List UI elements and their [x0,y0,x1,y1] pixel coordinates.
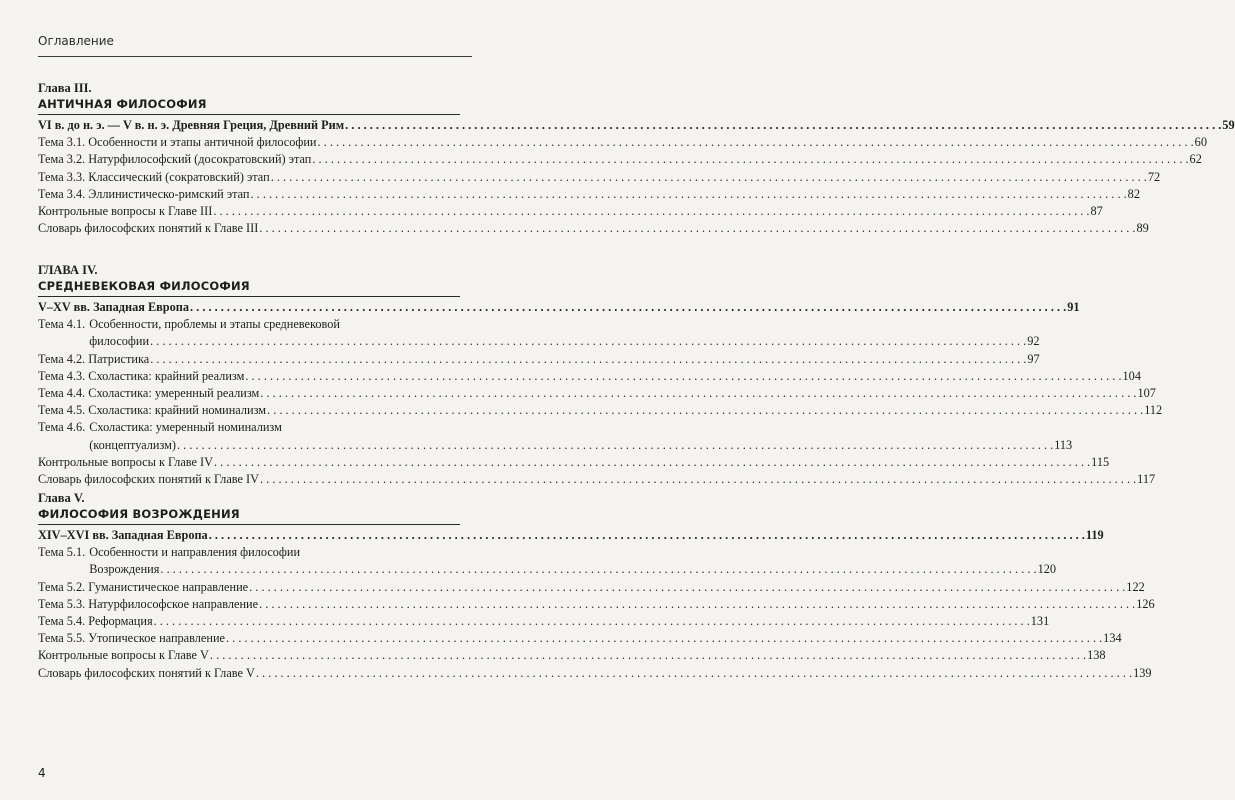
toc-era-row[interactable] [38,527,1104,544]
toc-entry-review-questions[interactable] [38,647,1106,664]
page-number: 92 [1027,334,1040,349]
toc-entry[interactable] [38,630,1122,647]
toc-entry-review-questions[interactable] [38,203,1103,220]
entry-title: Контрольные вопросы к Главе III [38,204,213,219]
era-text: XIV–XVI вв. Западная Европа [38,528,208,542]
leader-dots [150,333,1026,350]
toc-entry[interactable] [38,385,1156,402]
toc-era-row[interactable] [38,299,1080,316]
page-number: 117 [1137,472,1156,487]
entry-line-2 [89,437,1072,454]
leader-dots [251,186,1127,203]
entry-title-line-1: Особенности, проблемы и этапы средневековой [89,317,340,332]
leader-dots [345,117,1221,134]
toc-entry[interactable] [38,544,1057,578]
entry-number: Тема 5.2. [38,579,86,594]
entry-title: Контрольные вопросы к Главе IV [38,454,214,469]
entry-title: Натурфилософское направление [88,596,259,611]
entry-title-line-1: Особенности и направления философии [89,545,301,560]
page-number: 126 [1136,596,1155,611]
chapter-4 [38,262,1163,488]
leader-dots [154,613,1030,630]
entry-title: Эллинистическо-римский этап [88,186,250,201]
page-number: 97 [1027,351,1040,366]
entry-body [85,419,1072,453]
entry-number: Тема 4.5. [38,403,86,418]
entry-title: Словарь философских понятий к Главе III [38,221,259,236]
entry-label [38,169,270,186]
chapter-title: СРЕДНЕВЕКОВАЯ ФИЛОСОФИЯ [38,278,460,297]
page-folio: 4 [38,766,46,780]
toc-entry[interactable] [38,613,1050,630]
entry-title: Гуманистическое направление [88,579,249,594]
leader-dots [249,579,1125,596]
leader-dots [177,437,1053,454]
entry-label [38,630,225,647]
leader-dots [271,169,1147,186]
toc-entry[interactable] [38,186,1140,203]
era-text: V–XV вв. Западная Европа [38,300,190,314]
leader-dots [260,385,1136,402]
entry-label [38,134,317,151]
running-head-title: Оглавление [38,34,114,48]
chapter-label: ГЛАВА IV. [38,263,98,277]
entry-title: Возрождения [89,562,160,577]
entry-number: Тема 4.1. [38,317,86,332]
leader-dots [267,402,1143,419]
entry-number: Тема 3.3. [38,169,86,184]
chapter-label: Глава V. [38,491,85,505]
page-number: 60 [1194,135,1207,150]
era-text: VI в. до н. э. — V в. н. э. Древняя Греция, Древний Рим [38,118,345,132]
toc-entry[interactable] [38,151,1202,168]
toc-entry-glossary[interactable] [38,665,1152,682]
leader-dots [259,596,1135,613]
page-number: 119 [1085,528,1104,542]
toc-entry[interactable] [38,169,1161,186]
toc-entry-glossary[interactable] [38,471,1156,488]
page-number: 122 [1126,579,1145,594]
leader-dots [190,299,1066,316]
page-number: 72 [1147,169,1161,184]
entry-label [38,351,149,368]
entry-body [85,316,1039,350]
page-number: 87 [1090,204,1103,219]
entry-number: Тема 5.4. [38,614,86,629]
page-number: 89 [1136,221,1149,236]
entry-title-line-1: Схоластика: умеренный номинализм [89,420,282,435]
entry-line-2 [89,333,1039,350]
toc-entry-glossary[interactable] [38,220,1149,237]
entry-title: Схоластика: крайний номинализм [88,403,267,418]
toc-entry[interactable] [38,402,1163,419]
entry-title: Патристика [88,351,150,366]
chapter-title: ФИЛОСОФИЯ ВОЗРОЖДЕНИЯ [38,506,460,525]
entry-body [85,544,1056,578]
entry-label [38,613,153,630]
page-number: 107 [1137,386,1156,401]
page-number: 115 [1091,454,1110,469]
page-number: 62 [1189,152,1202,167]
toc-entry[interactable] [38,134,1207,151]
toc-entry[interactable] [38,368,1141,385]
entry-title: Реформация [88,614,153,629]
leader-dots [318,134,1194,151]
entry-title: Словарь философских понятий к Главе IV [38,472,260,487]
leader-dots [150,351,1026,368]
toc-entry[interactable] [38,351,1040,368]
entry-label [38,151,311,168]
entry-number: Тема 5.3. [38,596,86,611]
entry-number: Тема 4.6. [38,420,86,435]
page-number: 91 [1067,300,1080,314]
entry-number: Тема 4.4. [38,386,86,401]
entry-title: Утопическое направление [88,631,226,646]
entry-title: Натурфилософский (досократовский) этап [88,152,312,167]
leader-dots [213,203,1089,220]
page-number: 131 [1030,614,1050,629]
entry-number: Тема 4.2. [38,351,86,366]
entry-number: Тема 3.4. [38,186,86,201]
entry-title: философии [89,334,150,349]
header-rule [38,56,472,57]
entry-number: Тема 4.3. [38,368,86,383]
leader-dots [210,647,1086,664]
page-number: 139 [1133,665,1152,680]
leader-dots [260,471,1136,488]
leader-dots [209,527,1085,544]
chapter-title: АНТИЧНАЯ ФИЛОСОФИЯ [38,96,460,115]
page-number: 104 [1122,368,1141,383]
entry-title: Схоластика: крайний реализм [88,368,245,383]
page-number: 134 [1103,631,1122,646]
toc-entry[interactable] [38,316,1040,350]
leader-dots [312,151,1188,168]
page-number: 82 [1127,186,1140,201]
page-number: 112 [1144,403,1163,418]
entry-title: Классический (сократовский) этап [88,169,270,184]
page-number: 113 [1054,437,1073,452]
chapter-label: Глава III. [38,81,92,95]
entry-label [38,402,266,419]
entry-number: Тема 5.5. [38,631,86,646]
entry-title: Схоластика: умеренный реализм [88,386,260,401]
leader-dots [256,665,1132,682]
toc-entry[interactable] [38,419,1073,453]
entry-label [38,186,250,203]
leader-dots [259,220,1135,237]
leader-dots [226,630,1102,647]
toc-entry[interactable] [38,579,1145,596]
leader-dots [214,454,1090,471]
leader-dots [160,561,1036,578]
entry-number: Тема 3.1. [38,135,86,150]
entry-number: Тема 3.2. [38,152,86,167]
entry-label [38,385,259,402]
entry-number: Тема 5.1. [38,545,86,560]
entry-title: Особенности и этапы античной философии [88,135,317,150]
leader-dots [245,368,1121,385]
toc-era-row[interactable] [38,117,1235,134]
toc-entry[interactable] [38,596,1155,613]
entry-label [38,596,258,613]
page-number: 120 [1037,562,1057,577]
entry-label [38,579,248,596]
chapter-3 [38,80,1235,237]
entry-title: Словарь философских понятий к Главе V [38,665,255,680]
page-number: 59 [1222,118,1235,132]
toc-entry-review-questions[interactable] [38,454,1110,471]
page-number: 138 [1087,648,1106,663]
chapter-5 [38,490,1155,682]
entry-title: (концептуализм) [89,437,177,452]
entry-label [38,368,244,385]
entry-title: Контрольные вопросы к Главе V [38,648,209,663]
entry-line-2 [89,561,1056,578]
